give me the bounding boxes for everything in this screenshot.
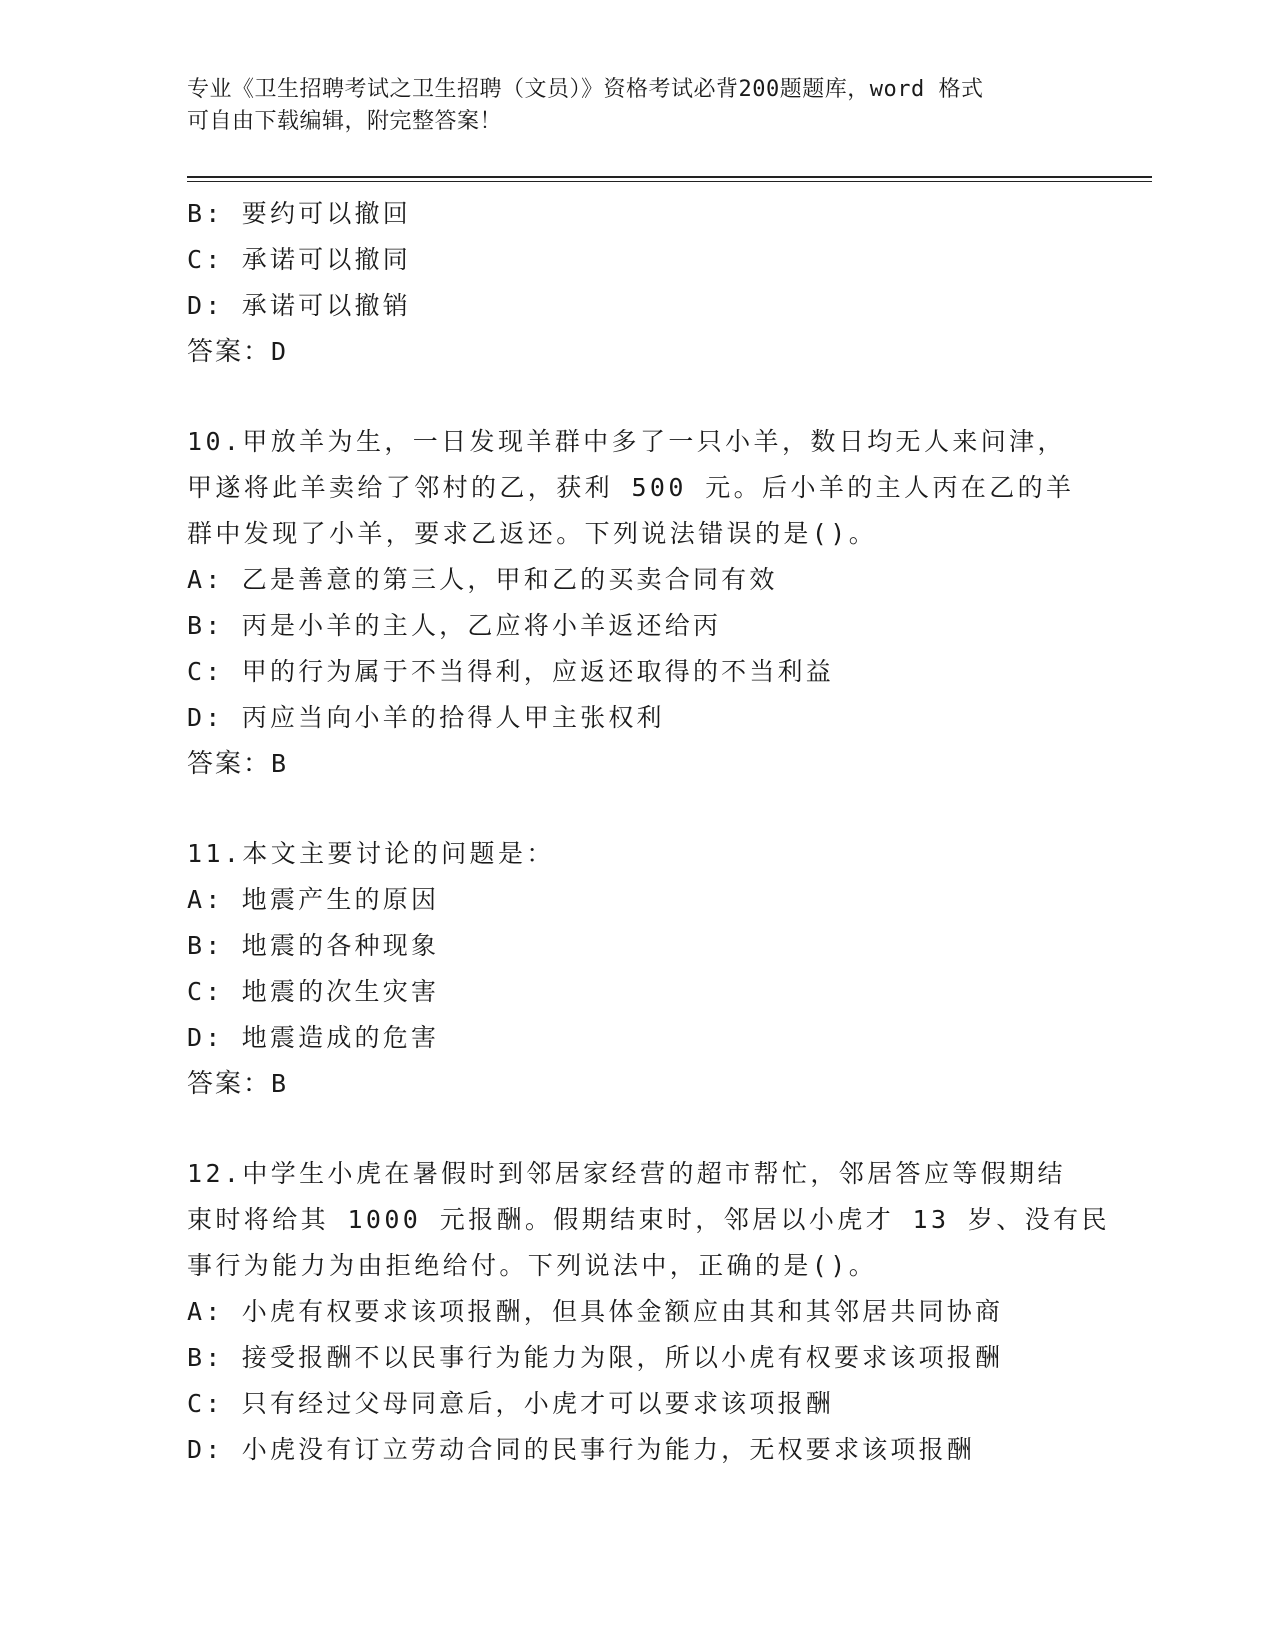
option-d: D: 小虎没有订立劳动合同的民事行为能力，无权要求该项报酬	[187, 1435, 975, 1464]
question-text	[187, 1151, 1110, 1289]
document-body	[187, 191, 1110, 1473]
answer-label: 答案：	[187, 1069, 272, 1099]
option-a: A: 地震产生的原因	[187, 885, 440, 914]
option-a: A: 小虎有权要求该项报酬，但具体金额应由其和其邻居共同协商	[187, 1297, 1004, 1326]
option-c: C: 只有经过父母同意后，小虎才可以要求该项报酬	[187, 1389, 834, 1418]
question-text	[187, 831, 1087, 877]
question-text-line: 甲遂将此羊卖给了邻村的乙，获利 500 元。后小羊的主人丙在乙的羊	[187, 473, 1075, 502]
question-12	[187, 1151, 1110, 1473]
option-d: D: 丙应当向小羊的拾得人甲主张权利	[187, 703, 665, 732]
option-c: C: 地震的次生灾害	[187, 977, 440, 1006]
header-divider-thick	[187, 176, 1152, 178]
header-line-2: 可自由下载编辑，附完整答案！	[187, 109, 503, 134]
question-text-line: 事行为能力为由拒绝给付。下列说法中，正确的是()。	[187, 1251, 878, 1280]
document-header	[187, 74, 1077, 138]
answer-line	[187, 1061, 1087, 1107]
option-a: A: 乙是善意的第三人，甲和乙的买卖合同有效	[187, 565, 778, 594]
question-9-continuation	[187, 191, 1087, 375]
answer-label: 答案：	[187, 749, 272, 779]
option-d: D: 承诺可以撤销	[187, 291, 411, 320]
question-text-line: 11.本文主要讨论的问题是：	[187, 839, 555, 868]
header-line-1: 专业《卫生招聘考试之卫生招聘（文员）》资格考试必背200题题库，word 格式	[187, 77, 984, 102]
option-b: B: 地震的各种现象	[187, 931, 440, 960]
question-text	[187, 419, 1087, 557]
question-text-line: 束时将给其 1000 元报酬。假期结束时，邻居以小虎才 13 岁、没有民	[187, 1205, 1110, 1234]
question-text-line: 12.中学生小虎在暑假时到邻居家经营的超市帮忙，邻居答应等假期结	[187, 1159, 1066, 1188]
question-text-line: 群中发现了小羊，要求乙返还。下列说法错误的是()。	[187, 519, 878, 548]
option-b: B: 要约可以撤回	[187, 199, 411, 228]
answer-value: B	[271, 1069, 289, 1098]
answer-value: B	[271, 749, 289, 778]
question-text-line: 10.甲放羊为生，一日发现羊群中多了一只小羊，数日均无人来问津，	[187, 427, 1066, 456]
answer-line	[187, 741, 1087, 787]
header-divider-thin	[187, 181, 1152, 182]
answer-value: D	[271, 337, 289, 366]
question-10	[187, 419, 1087, 787]
answer-line	[187, 329, 1087, 375]
option-d: D: 地震造成的危害	[187, 1023, 440, 1052]
option-c: C: 甲的行为属于不当得利，应返还取得的不当利益	[187, 657, 834, 686]
option-b: B: 丙是小羊的主人，乙应将小羊返还给丙	[187, 611, 722, 640]
option-c: C: 承诺可以撤同	[187, 245, 411, 274]
option-b: B: 接受报酬不以民事行为能力为限，所以小虎有权要求该项报酬	[187, 1343, 1004, 1372]
answer-label: 答案：	[187, 337, 272, 367]
question-11	[187, 831, 1087, 1107]
